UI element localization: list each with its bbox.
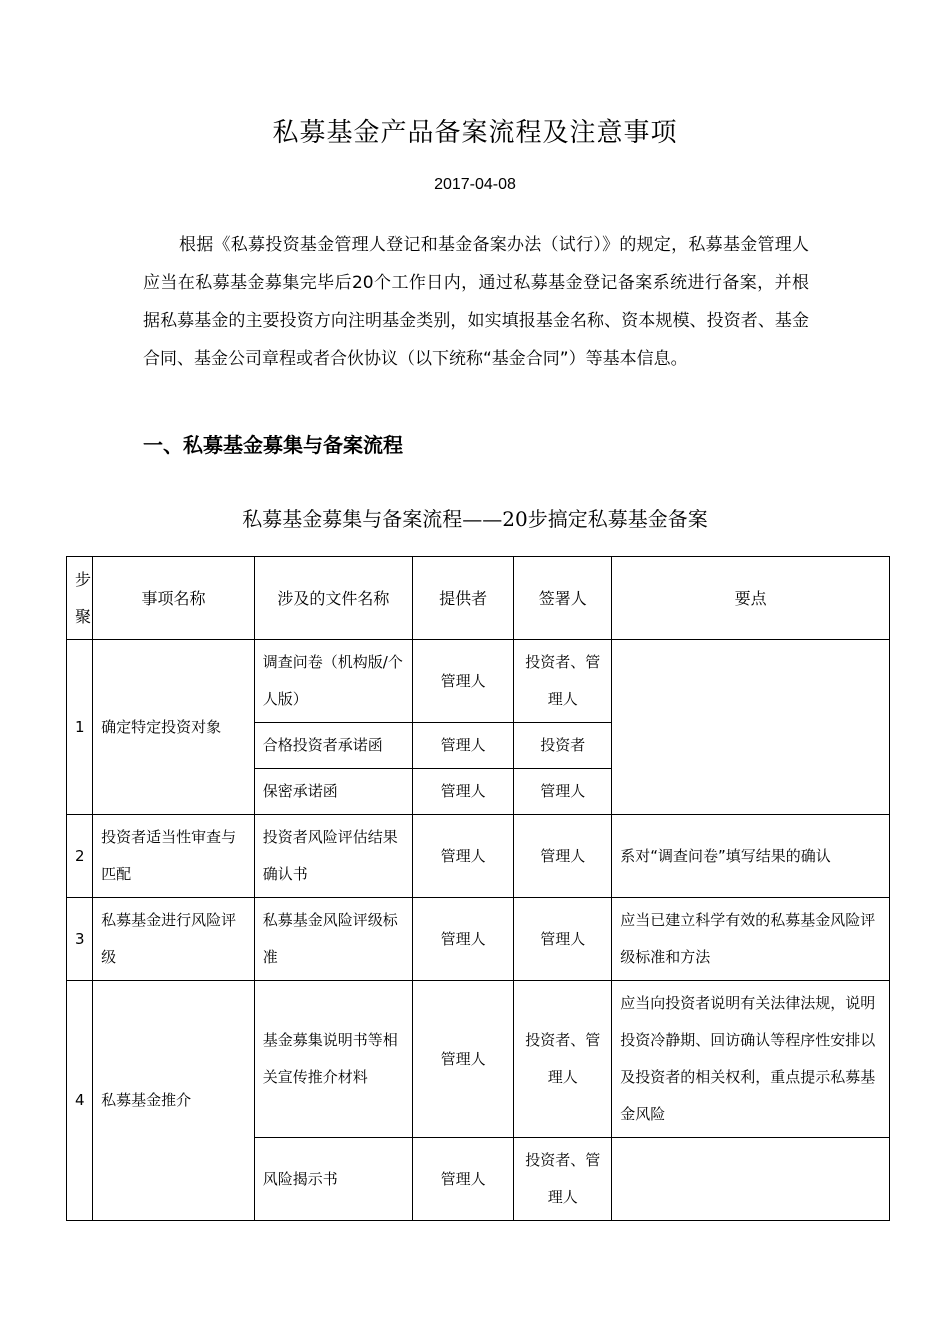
doc-name: 保密承诺函: [254, 769, 412, 815]
provider: 管理人: [413, 769, 514, 815]
key-point: 系对“调查问卷”填写结果的确认: [612, 815, 890, 898]
key-point: [612, 1138, 890, 1221]
provider: 管理人: [413, 898, 514, 981]
document-date: 2017-04-08: [434, 176, 516, 193]
intro-paragraph: 根据《私募投资基金管理人登记和基金备案办法（试行）》的规定，私募基金管理人应当在私募基金募集完毕后20个工作日内，通过私募基金登记备案系统进行备案，并根据私募基金的主要投资方向注明基金类别，如实填报基金名称、资本规模、投资者、基金合同、基金公司章程或者合伙协议（以下统称“基金合同”）等基本信息。: [143, 235, 809, 369]
step-number: 2: [67, 815, 93, 898]
provider: 管理人: [413, 723, 514, 769]
header-key: 要点: [612, 557, 890, 640]
step-name: 确定特定投资对象: [93, 640, 255, 815]
step-name: 私募基金进行风险评级: [93, 898, 255, 981]
signer: 投资者、管理人: [514, 640, 612, 723]
provider: 管理人: [413, 640, 514, 723]
section-heading: 一、私募基金募集与备案流程: [143, 433, 403, 457]
provider: 管理人: [413, 815, 514, 898]
table-title: 私募基金募集与备案流程——20步搞定私募基金备案: [242, 507, 708, 531]
signer: 管理人: [514, 815, 612, 898]
doc-name: 私募基金风险评级标准: [254, 898, 412, 981]
step-name: 投资者适当性审查与匹配: [93, 815, 255, 898]
table-row: [67, 898, 890, 981]
doc-name: 合格投资者承诺函: [254, 723, 412, 769]
step-number: 4: [67, 981, 93, 1221]
header-docs: 涉及的文件名称: [254, 557, 412, 640]
doc-name: 基金募集说明书等相关宣传推介材料: [254, 981, 412, 1138]
header-signer: 签署人: [514, 557, 612, 640]
doc-name: 投资者风险评估结果确认书: [254, 815, 412, 898]
process-table: [66, 556, 890, 1221]
document-title: 私募基金产品备案流程及注意事项: [272, 118, 678, 148]
header-provider: 提供者: [413, 557, 514, 640]
key-point: 应当向投资者说明有关法律法规，说明投资冷静期、回访确认等程序性安排以及投资者的相关权利，重点提示私募基金风险: [612, 981, 890, 1138]
signer: 管理人: [514, 898, 612, 981]
step-number: 3: [67, 898, 93, 981]
key-point: [612, 640, 890, 815]
doc-name: 风险揭示书: [254, 1138, 412, 1221]
signer: 投资者: [514, 723, 612, 769]
signer: 管理人: [514, 769, 612, 815]
table-row: [67, 815, 890, 898]
header-name: 事项名称: [93, 557, 255, 640]
step-name: 私募基金推介: [93, 981, 255, 1221]
header-step: 步聚: [67, 557, 93, 640]
table-row: [67, 981, 890, 1138]
provider: 管理人: [413, 1138, 514, 1221]
key-point: 应当已建立科学有效的私募基金风险评级标准和方法: [612, 898, 890, 981]
step-number: 1: [67, 640, 93, 815]
signer: 投资者、管理人: [514, 1138, 612, 1221]
signer: 投资者、管理人: [514, 981, 612, 1138]
doc-name: 调查问卷（机构版/个人版）: [254, 640, 412, 723]
table-row: [67, 640, 890, 723]
table-header-row: [67, 557, 890, 640]
provider: 管理人: [413, 981, 514, 1138]
